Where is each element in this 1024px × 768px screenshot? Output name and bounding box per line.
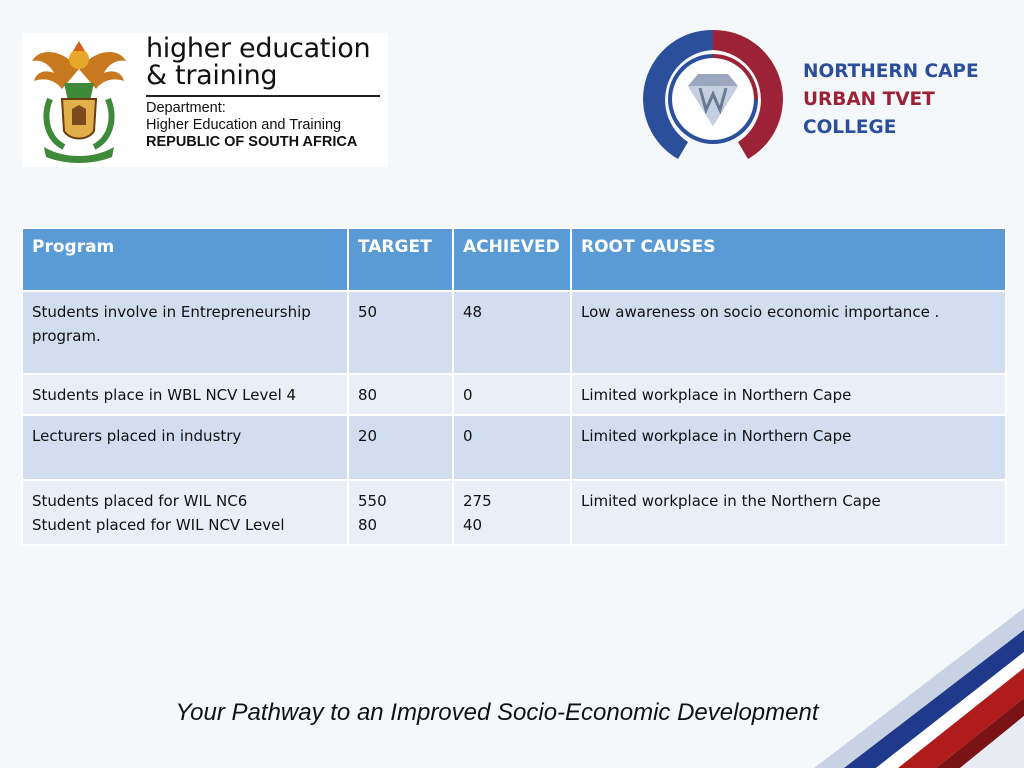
cell-root-cause: Low awareness on socio economic importance . <box>571 291 1006 374</box>
dhet-title-line2: & training <box>146 60 278 91</box>
college-wordmark <box>803 58 979 142</box>
cell-root-cause: Limited workplace in Northern Cape <box>571 415 1006 480</box>
cell-achieved: 48 <box>453 291 571 374</box>
table-row <box>22 374 1006 415</box>
header-target: TARGET <box>348 228 453 291</box>
dhet-subtitle <box>146 100 357 151</box>
cell-root-cause: Limited workplace in the Northern Cape <box>571 480 1006 545</box>
cell-program <box>22 480 348 545</box>
cell-root-cause: Limited workplace in Northern Cape <box>571 374 1006 415</box>
cell-program: Students involve in Entrepreneurship program. <box>22 291 348 374</box>
dhet-sub-line1: Department: <box>146 100 226 116</box>
table-row <box>22 415 1006 480</box>
cell-line: 275 <box>463 492 492 510</box>
cell-target: 50 <box>348 291 453 374</box>
cell-line: Students placed for WIL NC6 <box>32 492 248 510</box>
dhet-title-line1: higher education <box>146 33 371 64</box>
dhet-divider <box>146 95 380 97</box>
cell-achieved <box>453 480 571 545</box>
cell-line: 40 <box>463 516 483 534</box>
dhet-logo <box>22 33 388 167</box>
cell-program: Students place in WBL NCV Level 4 <box>22 374 348 415</box>
header-program: Program <box>22 228 348 291</box>
cell-line: Student placed for WIL NCV Level <box>32 516 285 534</box>
college-name-line2: URBAN TVET <box>803 89 935 110</box>
coat-of-arms-icon <box>28 39 130 163</box>
cell-program: Lecturers placed in industry <box>22 415 348 480</box>
performance-table <box>21 227 1007 546</box>
table-row <box>22 480 1006 545</box>
college-name-line1: NORTHERN CAPE <box>803 61 979 82</box>
college-name-line3: COLLEGE <box>803 117 897 138</box>
header-root-causes: ROOT CAUSES <box>571 228 1006 291</box>
cell-target: 80 <box>348 374 453 415</box>
dhet-sub-line3: REPUBLIC OF SOUTH AFRICA <box>146 134 358 150</box>
dhet-sub-line2: Higher Education and Training <box>146 117 342 133</box>
cell-target: 20 <box>348 415 453 480</box>
header-achieved: ACHIEVED <box>453 228 571 291</box>
cell-line: 550 <box>358 492 387 510</box>
table-header-row <box>22 228 1006 291</box>
dhet-wordmark <box>146 35 370 89</box>
cell-line: 80 <box>358 516 378 534</box>
footer-tagline: Your Pathway to an Improved Socio-Economic Development <box>175 699 819 726</box>
table-row <box>22 291 1006 374</box>
cell-achieved: 0 <box>453 374 571 415</box>
cell-target <box>348 480 453 545</box>
flag-stripes-decoration <box>814 568 1024 768</box>
cell-achieved: 0 <box>453 415 571 480</box>
college-emblem-icon <box>638 26 788 172</box>
